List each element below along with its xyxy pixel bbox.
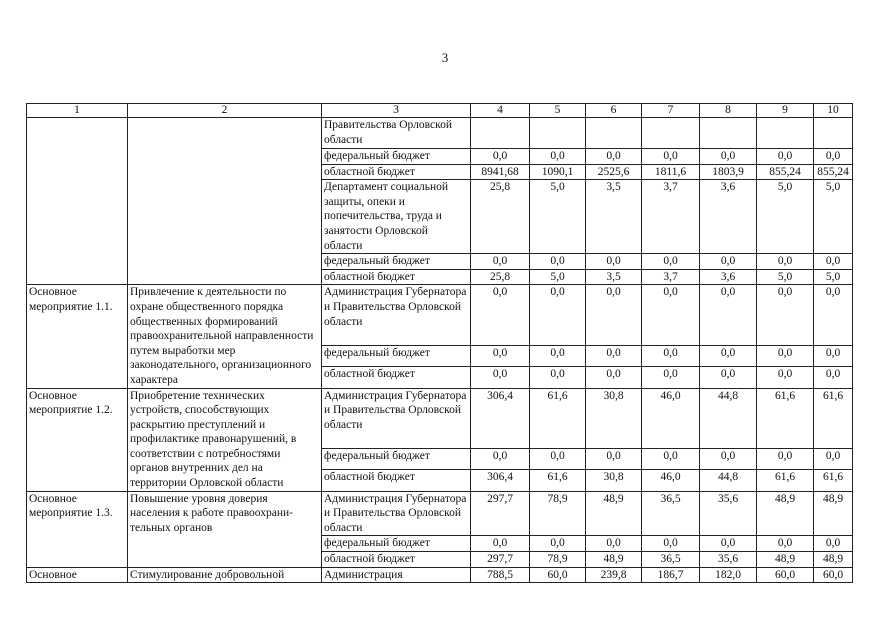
obl-budget-label: областной бюджет [322,269,471,285]
value-cell: 0,0 [757,346,814,367]
value-cell: 0,0 [642,536,700,552]
value-cell: 48,9 [814,552,853,568]
value-cell: 48,9 [757,552,814,568]
table-row [27,118,853,149]
obl-budget-label: областной бюджет [322,552,471,568]
value-cell: 182,0 [700,567,757,583]
value-cell: 2525,6 [586,164,642,180]
header-cell: 9 [757,104,814,118]
fed-budget-label: федеральный бюджет [322,346,471,367]
header-cell: 4 [471,104,530,118]
value-cell: 5,0 [530,180,586,254]
header-cell: 6 [586,104,642,118]
value-cell: 0,0 [471,254,530,270]
fed-budget-label: федеральный бюджет [322,149,471,165]
value-cell: 0,0 [586,536,642,552]
value-cell: 0,0 [700,449,757,470]
measure-desc-cell: Приобретение технических устройств, способствующих раскрытию преступлений и профилактике правонарушений, в соответствии с потребностями органов внутренних дел на территории Орловской области [128,388,322,491]
value-cell: 0,0 [642,367,700,388]
value-cell: 306,4 [471,470,530,491]
value-cell: 5,0 [757,269,814,285]
value-cell: 788,5 [471,567,530,583]
table-row [27,285,853,346]
header-cell: 10 [814,104,853,118]
header-cell: 5 [530,104,586,118]
value-cell: 61,6 [530,388,586,449]
table-row [27,491,853,536]
value-cell: 0,0 [700,367,757,388]
fed-budget-label: федеральный бюджет [322,254,471,270]
value-cell: 60,0 [757,567,814,583]
header-cell: 2 [128,104,322,118]
executor-cell: Департамент социальной защиты, опеки и попечительства, труда и занятости Орловской области [322,180,471,254]
value-cell: 35,6 [700,552,757,568]
measure-name-cell: Основное [27,567,128,583]
fed-budget-label: федеральный бюджет [322,536,471,552]
value-cell: 60,0 [530,567,586,583]
value-cell: 0,0 [586,285,642,346]
value-cell: 0,0 [642,149,700,165]
value-cell: 239,8 [586,567,642,583]
value-cell: 1811,6 [642,164,700,180]
value-cell: 0,0 [530,346,586,367]
value-cell: 0,0 [757,149,814,165]
value-cell: 5,0 [814,180,853,254]
header-cell: 7 [642,104,700,118]
value-cell: 78,9 [530,491,586,536]
value-cell: 1090,1 [530,164,586,180]
value-cell: 3,5 [586,180,642,254]
measure-desc-cell: Повышение уровня доверия населения к работе правоохрани-тельных органов [128,491,322,567]
value-cell: 0,0 [586,254,642,270]
value-cell: 0,0 [471,285,530,346]
value-cell: 0,0 [814,449,853,470]
value-cell: 25,8 [471,269,530,285]
table-row [27,388,853,449]
value-cell: 25,8 [471,180,530,254]
value-cell: 0,0 [530,367,586,388]
value-cell: 0,0 [471,346,530,367]
measure-name-cell: Основное мероприятие 1.2. [27,388,128,491]
value-cell: 0,0 [700,149,757,165]
value-cell: 0,0 [814,346,853,367]
value-cell: 61,6 [757,470,814,491]
value-cell: 0,0 [642,254,700,270]
value-cell: 78,9 [530,552,586,568]
value-cell: 0,0 [814,285,853,346]
value-cell: 61,6 [814,470,853,491]
executor-cell: Администрация Губернатора и Правительства Орловской области [322,491,471,536]
value-cell: 0,0 [642,449,700,470]
executor-cell: Администрация [322,567,471,583]
budget-table [26,103,853,583]
header-cell: 3 [322,104,471,118]
value-cell: 0,0 [700,346,757,367]
value-cell: 44,8 [700,470,757,491]
value-cell: 3,5 [586,269,642,285]
obl-budget-label: областной бюджет [322,367,471,388]
value-cell: 0,0 [530,449,586,470]
value-cell: 0,0 [757,449,814,470]
table-row [27,567,853,583]
value-cell: 0,0 [700,285,757,346]
value-cell: 0,0 [586,449,642,470]
value-cell: 297,7 [471,552,530,568]
value-cell: 0,0 [586,367,642,388]
value-cell: 61,6 [814,388,853,449]
header-row [27,104,853,118]
value-cell: 0,0 [757,367,814,388]
value-cell: 3,7 [642,180,700,254]
value-cell: 61,6 [757,388,814,449]
value-cell: 8941,68 [471,164,530,180]
header-cell: 8 [700,104,757,118]
value-cell: 0,0 [471,367,530,388]
value-cell: 5,0 [814,269,853,285]
value-cell: 46,0 [642,388,700,449]
measure-desc-cell [128,118,322,285]
value-cell: 60,0 [814,567,853,583]
executor-cell: Администрация Губернатора и Правительства Орловской области [322,285,471,346]
value-cell: 30,8 [586,470,642,491]
value-cell: 30,8 [586,388,642,449]
value-cell: 0,0 [586,149,642,165]
value-cell: 0,0 [530,536,586,552]
value-cell: 0,0 [586,346,642,367]
value-cell: 35,6 [700,491,757,536]
value-cell: 0,0 [814,254,853,270]
measure-desc-cell: Привлечение к деятельности по охране общественного порядка общественных формирований правоохранительной направленности путем выработки мер законодательного, организационного характера [128,285,322,388]
value-cell: 36,5 [642,552,700,568]
executor-cell: Администрация Губернатора и Правительства Орловской области [322,388,471,449]
value-cell: 0,0 [814,367,853,388]
value-cell: 36,5 [642,491,700,536]
value-cell: 855,24 [757,164,814,180]
value-cell: 61,6 [530,470,586,491]
value-cell: 3,7 [642,269,700,285]
value-cell: 0,0 [757,254,814,270]
value-cell: 48,9 [586,552,642,568]
header-cell: 1 [27,104,128,118]
value-cell: 0,0 [642,285,700,346]
measure-name-cell: Основное мероприятие 1.1. [27,285,128,388]
value-cell: 3,6 [700,269,757,285]
value-cell: 0,0 [700,536,757,552]
value-cell: 1803,9 [700,164,757,180]
measure-name-cell: Основное мероприятие 1.3. [27,491,128,567]
value-cell: 48,9 [757,491,814,536]
value-cell: 0,0 [757,536,814,552]
measure-desc-cell: Стимулирование добровольной [128,567,322,583]
value-cell: 5,0 [530,269,586,285]
value-cell: 0,0 [814,149,853,165]
value-cell: 306,4 [471,388,530,449]
value-cell: 0,0 [471,149,530,165]
value-cell: 186,7 [642,567,700,583]
value-cell: 5,0 [757,180,814,254]
value-cell: 855,24 [814,164,853,180]
value-cell: 0,0 [814,536,853,552]
value-cell: 0,0 [530,285,586,346]
value-cell: 0,0 [471,449,530,470]
value-cell: 297,7 [471,491,530,536]
value-cell: 0,0 [530,149,586,165]
value-cell: 48,9 [814,491,853,536]
value-cell: 48,9 [586,491,642,536]
value-cell: 0,0 [471,536,530,552]
value-cell: 3,6 [700,180,757,254]
obl-budget-label: областной бюджет [322,470,471,491]
value-cell: 44,8 [700,388,757,449]
fed-budget-label: федеральный бюджет [322,449,471,470]
measure-name-cell [27,118,128,285]
obl-budget-label: областной бюджет [322,164,471,180]
value-cell: 46,0 [642,470,700,491]
executor-cell: Правительства Орловской области [322,118,471,149]
value-cell: 0,0 [757,285,814,346]
value-cell: 0,0 [700,254,757,270]
value-cell: 0,0 [530,254,586,270]
value-cell: 0,0 [642,346,700,367]
page-number: 3 [441,50,449,65]
